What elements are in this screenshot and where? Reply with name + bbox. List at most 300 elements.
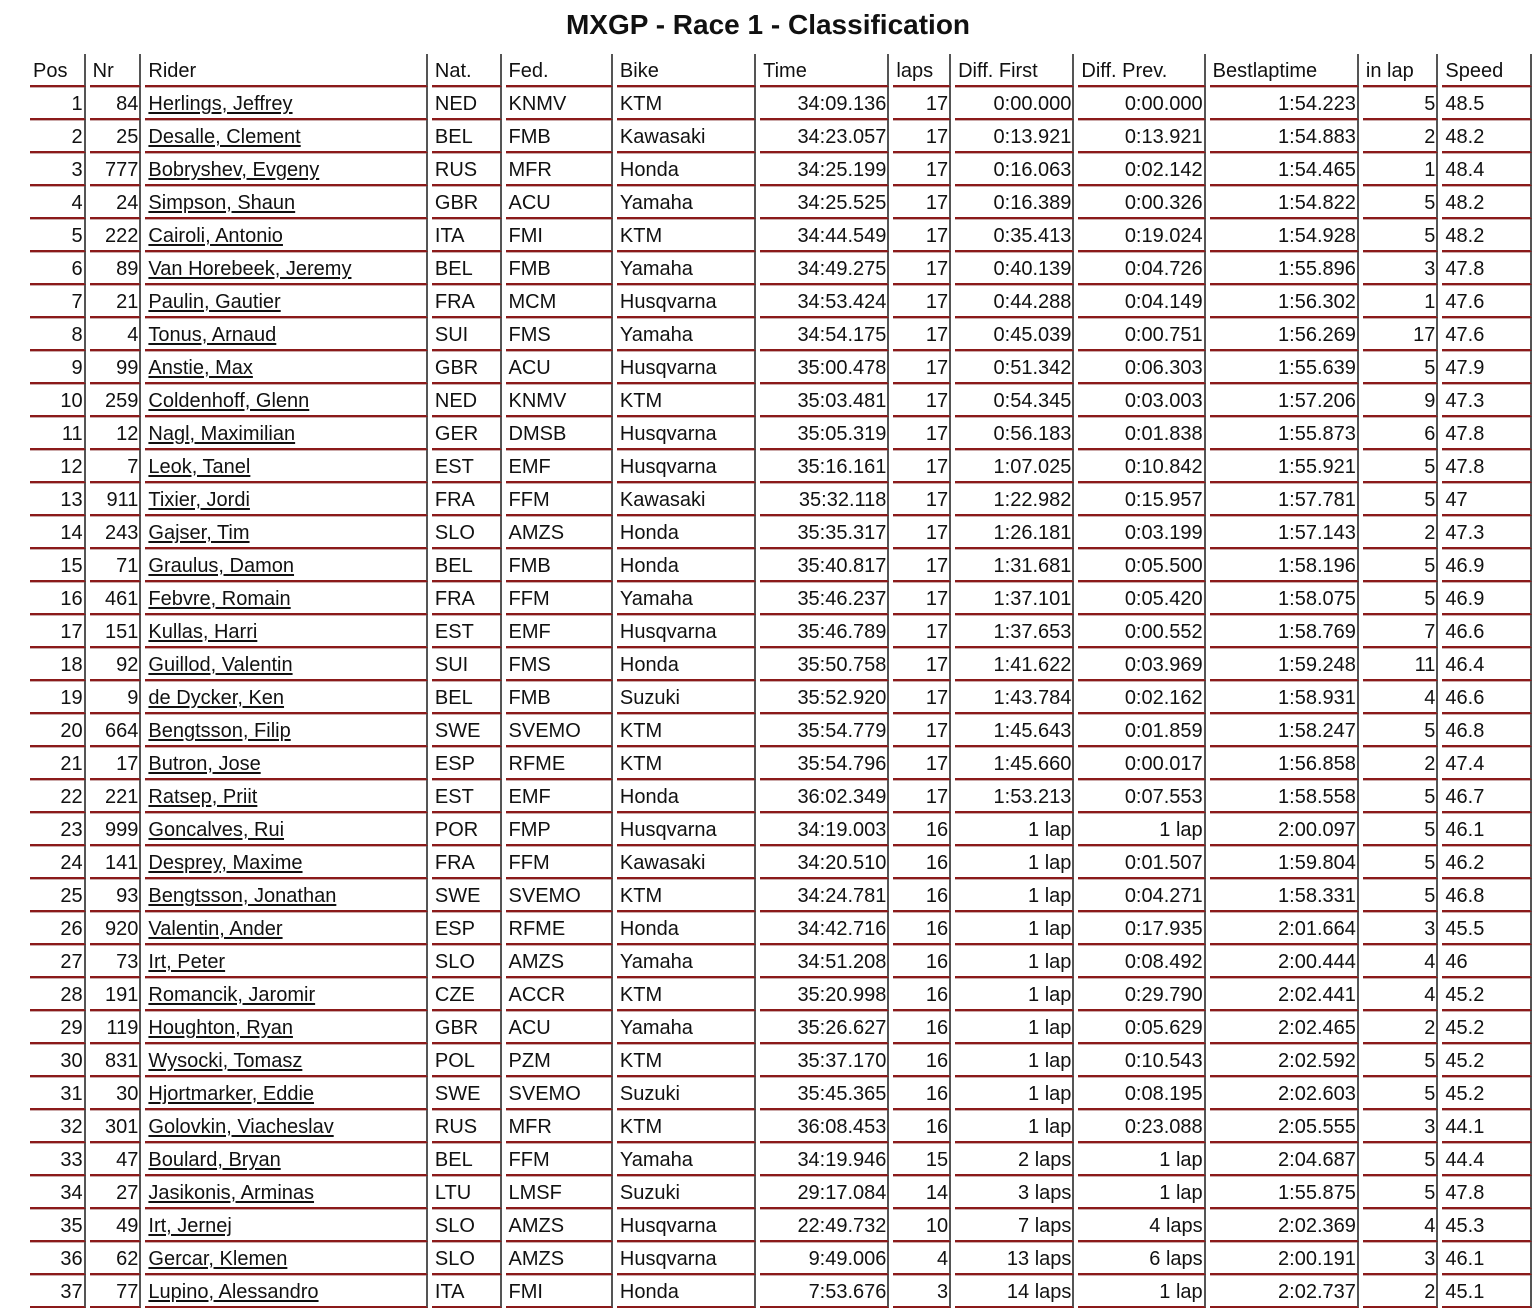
cell-nat: GBR — [432, 186, 502, 219]
cell-bike: Kawasaki — [617, 846, 756, 879]
cell-fed: AMZS — [506, 516, 613, 549]
cell-pos: 32 — [30, 1110, 86, 1143]
cell-diff-first: 14 laps — [955, 1275, 1074, 1308]
cell-bestlaptime: 2:02.603 — [1210, 1077, 1359, 1110]
cell-diff-first: 1:45.660 — [955, 747, 1074, 780]
table-row — [30, 516, 1532, 549]
cell-rider — [145, 219, 427, 252]
cell-pos: 28 — [30, 978, 86, 1011]
cell-nat: RUS — [432, 1110, 502, 1143]
cell-nat: ITA — [432, 219, 502, 252]
column-header-speed: Speed — [1442, 54, 1532, 87]
cell-pos: 25 — [30, 879, 86, 912]
cell-speed: 46.2 — [1442, 846, 1532, 879]
rider-link[interactable]: Butron, Jose — [148, 753, 261, 775]
rider-link[interactable]: Valentin, Ander — [148, 918, 283, 940]
cell-bestlaptime: 1:55.875 — [1210, 1176, 1359, 1209]
table-row — [30, 1077, 1532, 1110]
cell-nr: 191 — [90, 978, 142, 1011]
cell-diff-first: 0:44.288 — [955, 285, 1074, 318]
cell-nat: SLO — [432, 1242, 502, 1275]
cell-speed: 46.1 — [1442, 813, 1532, 846]
cell-speed: 48.5 — [1442, 87, 1532, 120]
cell-nat: SLO — [432, 1209, 502, 1242]
cell-pos: 31 — [30, 1077, 86, 1110]
cell-bike: Honda — [617, 153, 756, 186]
rider-link[interactable]: Jasikonis, Arminas — [148, 1182, 315, 1204]
cell-nr: 47 — [90, 1143, 142, 1176]
cell-time: 35:54.796 — [760, 747, 889, 780]
cell-in-lap: 2 — [1363, 747, 1439, 780]
cell-rider — [145, 186, 427, 219]
rider-link[interactable]: Coldenhoff, Glenn — [148, 390, 310, 412]
cell-pos: 14 — [30, 516, 86, 549]
cell-diff-prev: 6 laps — [1078, 1242, 1205, 1275]
cell-nr: 4 — [90, 318, 142, 351]
cell-diff-prev: 0:00.017 — [1078, 747, 1205, 780]
cell-bike: Husqvarna — [617, 813, 756, 846]
cell-rider — [145, 351, 427, 384]
cell-diff-prev: 0:06.303 — [1078, 351, 1205, 384]
cell-rider — [145, 846, 427, 879]
cell-rider — [145, 318, 427, 351]
rider-link[interactable]: Febvre, Romain — [148, 588, 291, 610]
cell-in-lap: 5 — [1363, 582, 1439, 615]
cell-time: 35:05.319 — [760, 417, 889, 450]
cell-diff-first: 1:43.784 — [955, 681, 1074, 714]
cell-rider — [145, 450, 427, 483]
cell-diff-first: 1:37.101 — [955, 582, 1074, 615]
cell-diff-prev: 0:00.751 — [1078, 318, 1205, 351]
cell-time: 34:51.208 — [760, 945, 889, 978]
cell-speed: 46.4 — [1442, 648, 1532, 681]
cell-time: 7:53.676 — [760, 1275, 889, 1308]
cell-nat: GBR — [432, 1011, 502, 1044]
cell-laps: 4 — [893, 1242, 951, 1275]
cell-in-lap: 5 — [1363, 1143, 1439, 1176]
cell-diff-prev: 0:05.629 — [1078, 1011, 1205, 1044]
rider-link[interactable]: Van Horebeek, Jeremy — [148, 258, 352, 280]
cell-speed: 46.8 — [1442, 879, 1532, 912]
cell-speed: 47.6 — [1442, 318, 1532, 351]
cell-nr: 73 — [90, 945, 142, 978]
cell-diff-prev: 0:17.935 — [1078, 912, 1205, 945]
cell-laps: 17 — [893, 120, 951, 153]
cell-nr: 92 — [90, 648, 142, 681]
rider-link[interactable]: Nagl, Maximilian — [148, 423, 296, 445]
cell-diff-prev: 0:00.552 — [1078, 615, 1205, 648]
cell-time: 34:25.199 — [760, 153, 889, 186]
table-row — [30, 1242, 1532, 1275]
cell-fed: FMS — [506, 318, 613, 351]
cell-nr: 9 — [90, 681, 142, 714]
cell-nr: 911 — [90, 483, 142, 516]
cell-speed: 46.1 — [1442, 1242, 1532, 1275]
table-row — [30, 912, 1532, 945]
cell-laps: 17 — [893, 252, 951, 285]
cell-bestlaptime: 2:00.191 — [1210, 1242, 1359, 1275]
cell-bike: Husqvarna — [617, 1242, 756, 1275]
cell-bestlaptime: 1:59.804 — [1210, 846, 1359, 879]
cell-fed: SVEMO — [506, 1077, 613, 1110]
table-row — [30, 219, 1532, 252]
cell-pos: 27 — [30, 945, 86, 978]
cell-rider — [145, 681, 427, 714]
cell-nr: 664 — [90, 714, 142, 747]
rider-link[interactable]: Lupino, Alessandro — [148, 1281, 319, 1303]
cell-fed: FMS — [506, 648, 613, 681]
cell-laps: 17 — [893, 186, 951, 219]
cell-speed: 45.5 — [1442, 912, 1532, 945]
cell-laps: 16 — [893, 912, 951, 945]
rider-link[interactable]: Herlings, Jeffrey — [148, 93, 293, 115]
cell-rider — [145, 1176, 427, 1209]
rider-link[interactable]: Gercar, Klemen — [148, 1248, 288, 1270]
column-header-nat: Nat. — [432, 54, 502, 87]
cell-diff-first: 1 lap — [955, 879, 1074, 912]
cell-laps: 17 — [893, 516, 951, 549]
cell-diff-prev: 1 lap — [1078, 1143, 1205, 1176]
cell-in-lap: 4 — [1363, 945, 1439, 978]
cell-bestlaptime: 1:54.822 — [1210, 186, 1359, 219]
cell-fed: AMZS — [506, 945, 613, 978]
cell-time: 35:03.481 — [760, 384, 889, 417]
cell-nat: BEL — [432, 549, 502, 582]
cell-pos: 12 — [30, 450, 86, 483]
rider-link[interactable]: Tonus, Arnaud — [148, 324, 277, 346]
cell-rider — [145, 1044, 427, 1077]
rider-link[interactable]: Guillod, Valentin — [148, 654, 293, 676]
cell-laps: 14 — [893, 1176, 951, 1209]
table-row — [30, 1275, 1532, 1308]
cell-laps: 16 — [893, 1077, 951, 1110]
cell-speed: 47.8 — [1442, 450, 1532, 483]
cell-in-lap: 5 — [1363, 219, 1439, 252]
cell-in-lap: 2 — [1363, 1275, 1439, 1308]
column-header-pos: Pos — [30, 54, 86, 87]
cell-diff-first: 7 laps — [955, 1209, 1074, 1242]
cell-in-lap: 5 — [1363, 780, 1439, 813]
cell-pos: 22 — [30, 780, 86, 813]
cell-pos: 5 — [30, 219, 86, 252]
cell-in-lap: 11 — [1363, 648, 1439, 681]
cell-diff-first: 0:54.345 — [955, 384, 1074, 417]
cell-speed: 44.1 — [1442, 1110, 1532, 1143]
cell-speed: 45.2 — [1442, 1011, 1532, 1044]
cell-time: 34:25.525 — [760, 186, 889, 219]
cell-in-lap: 5 — [1363, 186, 1439, 219]
cell-rider — [145, 1011, 427, 1044]
cell-time: 34:23.057 — [760, 120, 889, 153]
rider-link[interactable]: Bengtsson, Filip — [148, 720, 291, 742]
cell-pos: 35 — [30, 1209, 86, 1242]
table-row — [30, 714, 1532, 747]
table-row — [30, 747, 1532, 780]
cell-nat: SUI — [432, 648, 502, 681]
cell-nat: BEL — [432, 1143, 502, 1176]
cell-pos: 21 — [30, 747, 86, 780]
rider-link[interactable]: Ratsep, Priit — [148, 786, 258, 808]
cell-in-lap: 5 — [1363, 549, 1439, 582]
cell-nat: FRA — [432, 582, 502, 615]
cell-nat: FRA — [432, 846, 502, 879]
rider-link[interactable]: Tixier, Jordi — [148, 489, 250, 511]
rider-link[interactable]: Graulus, Damon — [148, 555, 295, 577]
cell-diff-prev: 0:29.790 — [1078, 978, 1205, 1011]
table-row — [30, 87, 1532, 120]
rider-link[interactable]: Cairoli, Antonio — [148, 225, 283, 247]
table-row — [30, 1011, 1532, 1044]
cell-nat: SLO — [432, 945, 502, 978]
table-row — [30, 1176, 1532, 1209]
cell-bestlaptime: 1:55.639 — [1210, 351, 1359, 384]
cell-nr: 12 — [90, 417, 142, 450]
cell-nat: ESP — [432, 912, 502, 945]
cell-pos: 13 — [30, 483, 86, 516]
cell-bestlaptime: 1:55.921 — [1210, 450, 1359, 483]
column-header-bestlaptime: Bestlaptime — [1210, 54, 1359, 87]
cell-nr: 89 — [90, 252, 142, 285]
cell-time: 35:32.118 — [760, 483, 889, 516]
rider-link[interactable]: Bobryshev, Evgeny — [148, 159, 320, 181]
rider-link[interactable]: Irt, Peter — [148, 951, 226, 973]
cell-fed: MFR — [506, 1110, 613, 1143]
cell-rider — [145, 879, 427, 912]
cell-time: 35:26.627 — [760, 1011, 889, 1044]
cell-diff-prev: 0:03.969 — [1078, 648, 1205, 681]
cell-pos: 8 — [30, 318, 86, 351]
cell-rider — [145, 384, 427, 417]
cell-speed: 45.2 — [1442, 1044, 1532, 1077]
rider-link[interactable]: Anstie, Max — [148, 357, 253, 379]
cell-time: 34:54.175 — [760, 318, 889, 351]
cell-bestlaptime: 1:58.075 — [1210, 582, 1359, 615]
cell-bike: Yamaha — [617, 1143, 756, 1176]
cell-diff-first: 1 lap — [955, 1077, 1074, 1110]
cell-fed: RFME — [506, 912, 613, 945]
cell-pos: 1 — [30, 87, 86, 120]
cell-speed: 47 — [1442, 483, 1532, 516]
cell-rider — [145, 714, 427, 747]
cell-rider — [145, 417, 427, 450]
cell-bike: Honda — [617, 912, 756, 945]
cell-diff-prev: 0:00.326 — [1078, 186, 1205, 219]
cell-in-lap: 3 — [1363, 1242, 1439, 1275]
cell-bestlaptime: 1:57.781 — [1210, 483, 1359, 516]
cell-bike: Suzuki — [617, 1077, 756, 1110]
cell-in-lap: 17 — [1363, 318, 1439, 351]
rider-link[interactable]: Paulin, Gautier — [148, 291, 281, 313]
cell-in-lap: 5 — [1363, 879, 1439, 912]
rider-link[interactable]: Goncalves, Rui — [148, 819, 285, 841]
cell-in-lap: 5 — [1363, 846, 1439, 879]
rider-link[interactable]: Simpson, Shaun — [148, 192, 296, 214]
cell-diff-prev: 0:02.142 — [1078, 153, 1205, 186]
cell-pos: 34 — [30, 1176, 86, 1209]
cell-nat: SWE — [432, 879, 502, 912]
cell-diff-first: 0:00.000 — [955, 87, 1074, 120]
cell-nr: 999 — [90, 813, 142, 846]
cell-in-lap: 7 — [1363, 615, 1439, 648]
cell-time: 35:46.789 — [760, 615, 889, 648]
cell-fed: LMSF — [506, 1176, 613, 1209]
cell-nr: 920 — [90, 912, 142, 945]
cell-bike: Husqvarna — [617, 285, 756, 318]
cell-fed: FFM — [506, 846, 613, 879]
cell-in-lap: 5 — [1363, 813, 1439, 846]
cell-fed: FMI — [506, 1275, 613, 1308]
cell-fed: SVEMO — [506, 879, 613, 912]
table-row — [30, 846, 1532, 879]
cell-pos: 23 — [30, 813, 86, 846]
rider-link[interactable]: Wysocki, Tomasz — [148, 1050, 303, 1072]
table-row — [30, 450, 1532, 483]
cell-speed: 47.4 — [1442, 747, 1532, 780]
cell-time: 36:08.453 — [760, 1110, 889, 1143]
cell-time: 35:00.478 — [760, 351, 889, 384]
cell-diff-first: 1 lap — [955, 846, 1074, 879]
table-row — [30, 351, 1532, 384]
cell-speed: 47.9 — [1442, 351, 1532, 384]
cell-rider — [145, 582, 427, 615]
page-title: MXGP - Race 1 - Classification — [565, 9, 971, 40]
cell-bike: KTM — [617, 1110, 756, 1143]
cell-speed: 46.8 — [1442, 714, 1532, 747]
cell-fed: KNMV — [506, 87, 613, 120]
cell-pos: 9 — [30, 351, 86, 384]
cell-nat: EST — [432, 615, 502, 648]
cell-diff-prev: 0:00.000 — [1078, 87, 1205, 120]
cell-nr: 71 — [90, 549, 142, 582]
cell-pos: 20 — [30, 714, 86, 747]
cell-bestlaptime: 2:02.592 — [1210, 1044, 1359, 1077]
table-row — [30, 120, 1532, 153]
cell-nat: LTU — [432, 1176, 502, 1209]
cell-rider — [145, 516, 427, 549]
cell-diff-prev: 0:15.957 — [1078, 483, 1205, 516]
cell-fed: DMSB — [506, 417, 613, 450]
cell-pos: 37 — [30, 1275, 86, 1308]
cell-laps: 16 — [893, 813, 951, 846]
rider-link[interactable]: Kullas, Harri — [148, 621, 258, 643]
cell-laps: 17 — [893, 483, 951, 516]
cell-bestlaptime: 1:54.223 — [1210, 87, 1359, 120]
cell-fed: FMB — [506, 120, 613, 153]
cell-bestlaptime: 1:59.248 — [1210, 648, 1359, 681]
cell-time: 35:54.779 — [760, 714, 889, 747]
rider-link[interactable]: Desalle, Clement — [148, 126, 301, 148]
table-row — [30, 186, 1532, 219]
cell-nr: 259 — [90, 384, 142, 417]
cell-laps: 17 — [893, 285, 951, 318]
cell-in-lap: 5 — [1363, 450, 1439, 483]
cell-bike: KTM — [617, 87, 756, 120]
cell-diff-first: 0:51.342 — [955, 351, 1074, 384]
cell-bike: Suzuki — [617, 1176, 756, 1209]
rider-link[interactable]: Gajser, Tim — [148, 522, 250, 544]
cell-laps: 17 — [893, 747, 951, 780]
cell-diff-first: 1 lap — [955, 912, 1074, 945]
cell-diff-prev: 0:23.088 — [1078, 1110, 1205, 1143]
cell-diff-first: 1:22.982 — [955, 483, 1074, 516]
cell-laps: 16 — [893, 1044, 951, 1077]
cell-laps: 17 — [893, 681, 951, 714]
rider-link[interactable]: Desprey, Maxime — [148, 852, 303, 874]
cell-bestlaptime: 1:56.269 — [1210, 318, 1359, 351]
rider-link[interactable]: Irt, Jernej — [148, 1215, 232, 1237]
cell-time: 35:45.365 — [760, 1077, 889, 1110]
cell-bestlaptime: 1:58.769 — [1210, 615, 1359, 648]
cell-diff-prev: 4 laps — [1078, 1209, 1205, 1242]
cell-nr: 221 — [90, 780, 142, 813]
cell-laps: 16 — [893, 1110, 951, 1143]
cell-nr: 831 — [90, 1044, 142, 1077]
cell-speed: 48.2 — [1442, 186, 1532, 219]
cell-in-lap: 5 — [1363, 483, 1439, 516]
cell-fed: FMB — [506, 681, 613, 714]
rider-link[interactable]: Romancik, Jaromir — [148, 984, 316, 1006]
rider-link[interactable]: Golovkin, Viacheslav — [148, 1116, 334, 1138]
cell-nat: SLO — [432, 516, 502, 549]
cell-nr: 777 — [90, 153, 142, 186]
cell-time: 35:52.920 — [760, 681, 889, 714]
cell-nr: 461 — [90, 582, 142, 615]
cell-bestlaptime: 1:58.331 — [1210, 879, 1359, 912]
cell-diff-prev: 0:10.543 — [1078, 1044, 1205, 1077]
rider-link[interactable]: de Dycker, Ken — [148, 687, 285, 709]
cell-bike: Honda — [617, 549, 756, 582]
rider-link[interactable]: Houghton, Ryan — [148, 1017, 293, 1039]
cell-diff-first: 1 lap — [955, 813, 1074, 846]
cell-rider — [145, 549, 427, 582]
cell-laps: 10 — [893, 1209, 951, 1242]
cell-speed: 48.2 — [1442, 120, 1532, 153]
cell-fed: KNMV — [506, 384, 613, 417]
cell-fed: ACU — [506, 186, 613, 219]
cell-laps: 16 — [893, 879, 951, 912]
cell-in-lap: 9 — [1363, 384, 1439, 417]
cell-nr: 222 — [90, 219, 142, 252]
cell-in-lap: 5 — [1363, 1077, 1439, 1110]
rider-link[interactable]: Boulard, Bryan — [148, 1149, 281, 1171]
cell-time: 34:19.003 — [760, 813, 889, 846]
rider-link[interactable]: Hjortmarker, Eddie — [148, 1083, 315, 1105]
cell-laps: 17 — [893, 450, 951, 483]
cell-nat: POR — [432, 813, 502, 846]
classification-table — [26, 54, 1536, 1308]
cell-fed: MCM — [506, 285, 613, 318]
rider-link[interactable]: Leok, Tanel — [148, 456, 251, 478]
cell-bestlaptime: 1:56.858 — [1210, 747, 1359, 780]
cell-pos: 30 — [30, 1044, 86, 1077]
cell-time: 35:20.998 — [760, 978, 889, 1011]
cell-diff-first: 0:45.039 — [955, 318, 1074, 351]
cell-pos: 11 — [30, 417, 86, 450]
cell-time: 36:02.349 — [760, 780, 889, 813]
cell-nr: 301 — [90, 1110, 142, 1143]
column-header-bike: Bike — [617, 54, 756, 87]
cell-diff-first: 1:31.681 — [955, 549, 1074, 582]
cell-speed: 47.3 — [1442, 384, 1532, 417]
table-row — [30, 879, 1532, 912]
cell-pos: 33 — [30, 1143, 86, 1176]
table-row — [30, 153, 1532, 186]
cell-nat: FRA — [432, 483, 502, 516]
cell-bike: Yamaha — [617, 945, 756, 978]
cell-speed: 46.7 — [1442, 780, 1532, 813]
cell-time: 22:49.732 — [760, 1209, 889, 1242]
rider-link[interactable]: Bengtsson, Jonathan — [148, 885, 337, 907]
